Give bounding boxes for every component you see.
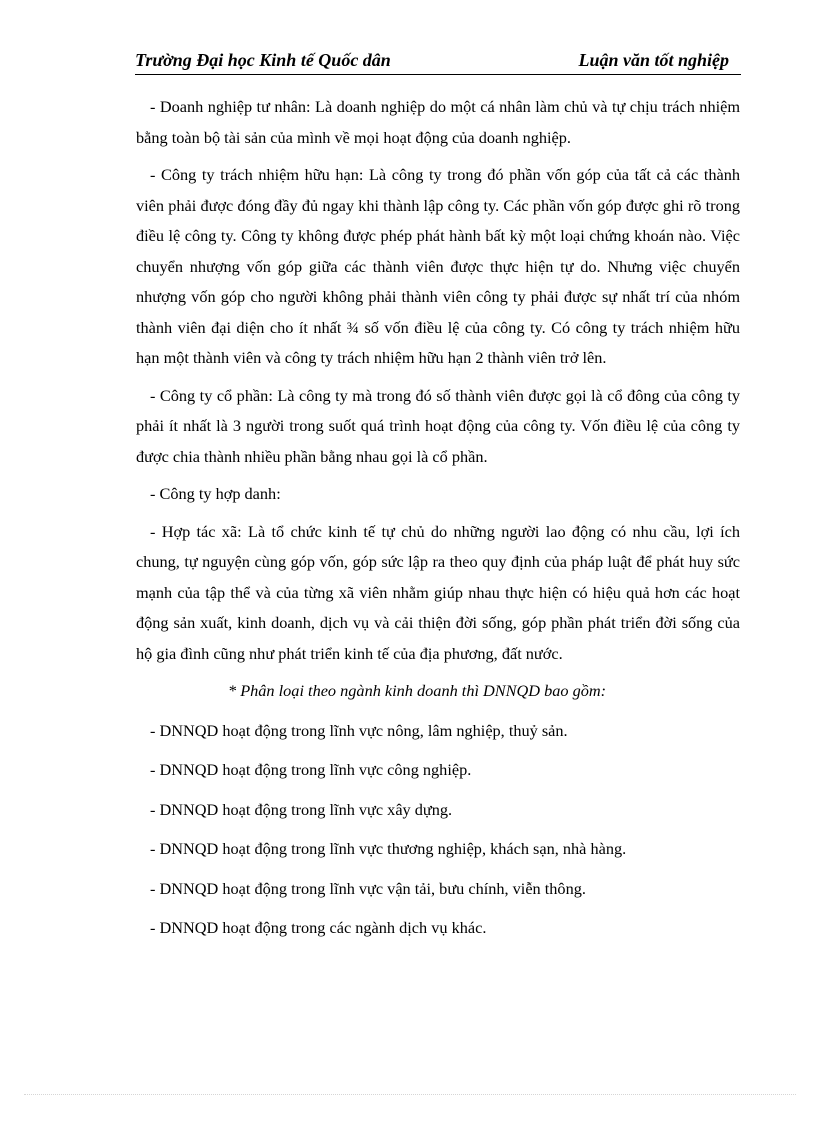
page-bottom-divider bbox=[24, 1094, 796, 1095]
paragraph-cooperative: - Hợp tác xã: Là tổ chức kinh tế tự chủ do những người lao động có nhu cầu, lợi ích chung, tự nguyện cùng góp vốn, góp sức lập ra theo quy định của pháp luật để phát huy sức mạnh của tập thể và của từng xã viên nhằm giúp nhau thực hiện có hiệu quả hơn các hoạt động sản xuất, kinh doanh, dịch vụ và cải thiện đời sống, góp phần phát triển đời sống của hộ gia đình cũng như phát triển kinh tế của địa phương, đất nước. bbox=[136, 521, 740, 663]
sector-item: - DNNQD hoạt động trong các ngành dịch vụ khác. bbox=[150, 918, 487, 937]
paragraph-partnership: - Công ty hợp danh: bbox=[150, 484, 281, 503]
sector-item: - DNNQD hoạt động trong lĩnh vực thương nghiệp, khách sạn, nhà hàng. bbox=[150, 839, 627, 858]
page-header bbox=[135, 48, 741, 75]
sector-classification-heading: * Phân loại theo ngành kinh doanh thì DNNQD bao gồm: bbox=[228, 681, 607, 700]
header-school-name: Trường Đại học Kinh tế Quốc dân bbox=[135, 50, 391, 70]
paragraph-private-enterprise: - Doanh nghiệp tư nhân: Là doanh nghiệp do một cá nhân làm chủ và tự chịu trách nhiệm bằng toàn bộ tài sản của mình về mọi hoạt động của doanh nghiệp. bbox=[136, 97, 740, 147]
document-body bbox=[136, 92, 740, 953]
paragraph-limited-liability: - Công ty trách nhiệm hữu hạn: Là công ty trong đó phần vốn góp của tất cả các thành viên phải được đóng đầy đủ ngay khi thành lập công ty. Các phần vốn góp được ghi rõ trong điều lệ công ty. Công ty không được phép phát hành bất kỳ một loại chứng khoán nào. Việc chuyển nhượng vốn góp giữa các thành viên được thực hiện tự do. Nhưng việc chuyển nhượng vốn góp cho người không phải thành viên công ty phải được sự nhất trí của nhóm thành viên đại diện cho ít nhất ¾ số vốn điều lệ của công ty. Có công ty trách nhiệm hữu hạn một thành viên và công ty trách nhiệm hữu hạn 2 thành viên trở lên. bbox=[136, 165, 740, 367]
header-thesis-label: Luận văn tốt nghiệp bbox=[578, 50, 729, 70]
paragraph-joint-stock: - Công ty cổ phần: Là công ty mà trong đó số thành viên được gọi là cổ đông của công ty phải ít nhất là 3 người trong suốt quá trình hoạt động của công ty. Vốn điều lệ của công ty được chia thành nhiều phần bằng nhau gọi là cổ phần. bbox=[136, 385, 740, 466]
sector-item: - DNNQD hoạt động trong lĩnh vực vận tải, bưu chính, viễn thông. bbox=[150, 878, 586, 898]
sector-item: - DNNQD hoạt động trong lĩnh vực xây dựng. bbox=[150, 799, 453, 819]
sector-item: - DNNQD hoạt động trong lĩnh vực nông, lâm nghiệp, thuỷ sản. bbox=[150, 720, 568, 740]
sector-item: - DNNQD hoạt động trong lĩnh vực công nghiệp. bbox=[150, 760, 472, 779]
